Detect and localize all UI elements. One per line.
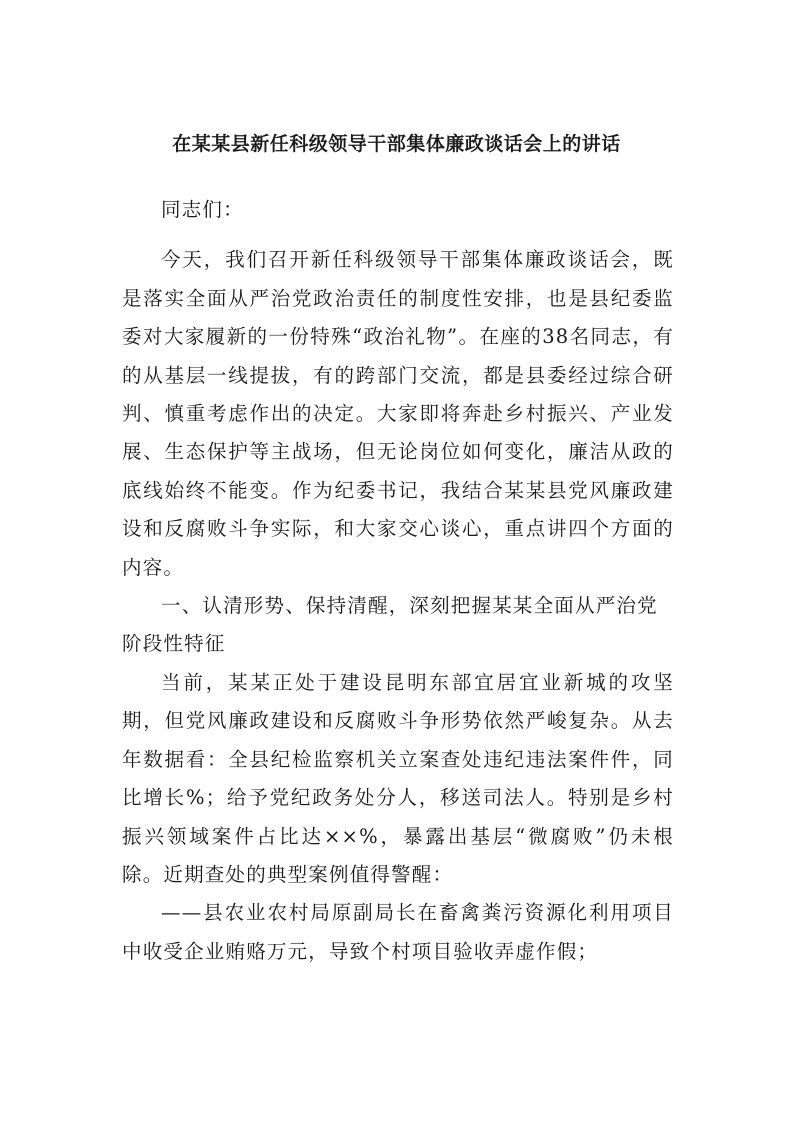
document-body bbox=[122, 191, 674, 971]
section-heading-1: 一、认清形势、保持清醒，深刻把握某某全面从严治党阶段性特征 bbox=[122, 594, 658, 656]
paragraph-case-1: ——县农业农村局原副局长在畜禽粪污资源化利用项目中收受企业贿赂万元，导致个村项目验收弄虚作假； bbox=[122, 901, 674, 963]
paragraph-opening: 今天，我们召开新任科级领导干部集体廉政谈话会，既是落实全面从严治党政治责任的制度性安排，也是县纪委监委对大家履新的一份特殊“政治礼物”。在座的38名同志，有的从基层一线提拔，有的跨部门交流，都是县委经过综合研判、慎重考虑作出的决定。大家即将奔赴乡村振兴、产业发展、生态保护等主战场，但无论岗位如何变化，廉洁从政的底线始终不能变。作为纪委书记，我结合某某县党风廉政建设和反腐败斗争实际，和大家交心谈心，重点讲四个方面的内容。 bbox=[122, 248, 674, 579]
greeting-line: 同志们： bbox=[161, 198, 244, 221]
document-title: 在某某县新任科级领导干部集体廉政谈话会上的讲话 bbox=[172, 133, 621, 155]
paragraph-situation: 当前，某某正处于建设昆明东部宜居宜业新城的攻坚期，但党风廉政建设和反腐败斗争形势依然严峻复杂。从去年数据看：全县纪检监察机关立案查处违纪违法案件件，同比增长%；给予党纪政务处分人，移送司法人。特别是乡村振兴领域案件占比达××%，暴露出基层“微腐败”仍未根除。近期查处的典型案例值得警醒： bbox=[122, 670, 674, 886]
